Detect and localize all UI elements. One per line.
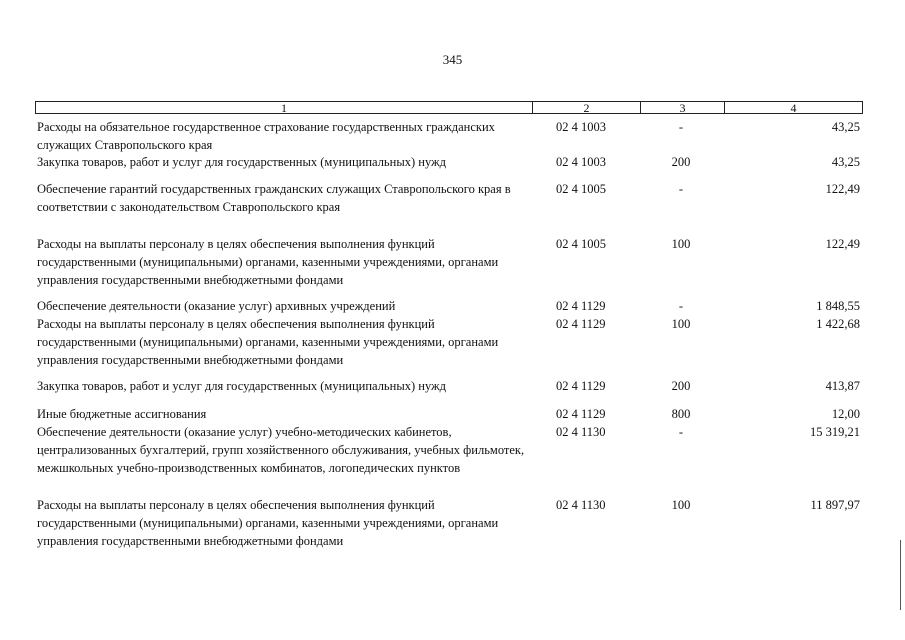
header-col-4: 4 xyxy=(790,101,797,115)
row-code: 02 4 1003 xyxy=(556,120,606,134)
table-header xyxy=(35,101,863,114)
row-expense-type: - xyxy=(678,425,684,439)
row-expense-type: 800 xyxy=(671,407,691,421)
row-description: Закупка товаров, работ и услуг для государственных (муниципальных) нужд xyxy=(37,379,447,393)
row-description: Расходы на выплаты персоналу в целях обеспечения выполнения функций государственными (муниципальными) органами, казенными учреждениями, органами управления государственными внебюджетными фондами xyxy=(37,237,499,288)
row-code: 02 4 1005 xyxy=(556,237,606,251)
row-expense-type: 200 xyxy=(671,379,691,393)
row-amount: 43,25 xyxy=(831,155,860,169)
row-code: 02 4 1129 xyxy=(556,317,606,331)
row-amount: 1 422,68 xyxy=(816,317,860,331)
row-code: 02 4 1129 xyxy=(556,407,606,421)
row-code: 02 4 1003 xyxy=(556,155,606,169)
row-description: Обеспечение деятельности (оказание услуг) учебно-методических кабинетов, централизованных бухгалтерий, групп хозяйственного обслуживания, учебных фильмотек, межшкольных учебно-производственных комбинатов, логопедических пунктов xyxy=(37,425,525,476)
row-amount: 12,00 xyxy=(831,407,860,421)
row-code: 02 4 1130 xyxy=(556,498,606,512)
page-number: 345 xyxy=(442,52,463,67)
row-expense-type: - xyxy=(678,182,684,196)
row-expense-type: 100 xyxy=(671,498,691,512)
row-amount: 122,49 xyxy=(825,182,860,196)
row-description: Обеспечение деятельности (оказание услуг) архивных учреждений xyxy=(37,299,396,313)
row-amount: 11 897,97 xyxy=(810,498,860,512)
row-description: Обеспечение гарантий государственных гражданских служащих Ставропольского края в соответствии с законодательством Ставропольского края xyxy=(37,182,511,215)
row-code: 02 4 1129 xyxy=(556,299,606,313)
header-col-3: 3 xyxy=(641,102,725,113)
row-amount: 122,49 xyxy=(825,237,860,251)
row-amount: 413,87 xyxy=(825,379,860,393)
row-amount: 43,25 xyxy=(831,120,860,134)
header-col-1: 1 xyxy=(36,102,533,113)
row-code: 02 4 1129 xyxy=(556,379,606,393)
header-col-2: 2 xyxy=(533,102,641,113)
row-expense-type: 200 xyxy=(671,155,691,169)
scan-edge-line xyxy=(900,540,901,610)
row-code: 02 4 1130 xyxy=(556,425,606,439)
row-description: Расходы на выплаты персоналу в целях обеспечения выполнения функций государственными (муниципальными) органами, казенными учреждениями, органами управления государственными внебюджетными фондами xyxy=(37,317,499,368)
row-amount: 15 319,21 xyxy=(810,425,860,439)
row-expense-type: - xyxy=(678,120,684,134)
row-expense-type: - xyxy=(678,299,684,313)
row-code: 02 4 1005 xyxy=(556,182,606,196)
row-description: Расходы на обязательное государственное страхование государственных гражданских служащих Ставропольского края xyxy=(37,120,495,153)
row-description: Закупка товаров, работ и услуг для государственных (муниципальных) нужд xyxy=(37,155,447,169)
row-expense-type: 100 xyxy=(671,237,691,251)
row-description: Расходы на выплаты персоналу в целях обеспечения выполнения функций государственными (муниципальными) органами, казенными учреждениями, органами управления государственными внебюджетными фондами xyxy=(37,498,499,549)
row-description: Иные бюджетные ассигнования xyxy=(37,407,207,421)
row-expense-type: 100 xyxy=(671,317,691,331)
row-amount: 1 848,55 xyxy=(816,299,860,313)
